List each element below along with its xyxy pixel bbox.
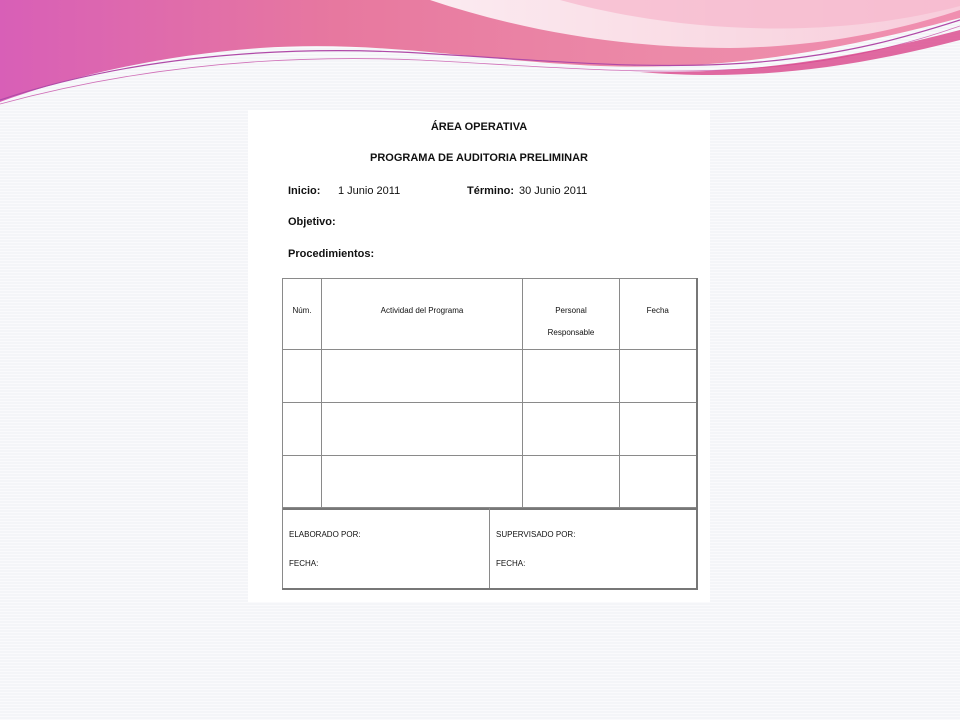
signature-table	[282, 507, 698, 590]
elaborado-cell[interactable]	[283, 508, 490, 590]
table-cell[interactable]	[523, 456, 620, 510]
area-title: ÁREA OPERATIVA	[430, 121, 528, 133]
termino-label: Término:	[467, 185, 515, 197]
header-actividad: Actividad del Programa	[322, 279, 523, 350]
table-cell[interactable]	[620, 350, 697, 403]
header-fecha: Fecha	[620, 279, 697, 350]
header-personal-line1: Personal	[555, 306, 587, 315]
table-row	[283, 456, 697, 510]
table-cell[interactable]	[523, 350, 620, 403]
table-header-row	[283, 279, 697, 350]
header-personal-line2: Responsable	[547, 328, 595, 337]
decorative-banner	[0, 0, 960, 120]
table-cell[interactable]	[322, 350, 523, 403]
table-cell[interactable]	[283, 456, 322, 510]
objetivo-label: Objetivo:	[288, 216, 336, 228]
elaborado-fecha-label: FECHA:	[289, 559, 319, 568]
table-cell[interactable]	[620, 456, 697, 510]
procedimientos-label: Procedimientos:	[288, 248, 375, 260]
supervisado-fecha-label: FECHA:	[496, 559, 526, 568]
program-title: PROGRAMA DE AUDITORIA PRELIMINAR	[370, 152, 588, 164]
inicio-value: 1 Junio 2011	[338, 185, 401, 197]
inicio-label: Inicio:	[288, 185, 321, 197]
program-table	[282, 278, 698, 510]
supervisado-label: SUPERVISADO POR:	[496, 530, 576, 539]
table-cell[interactable]	[322, 403, 523, 456]
elaborado-label: ELABORADO POR:	[289, 530, 361, 539]
table-cell[interactable]	[523, 403, 620, 456]
header-num: Núm.	[283, 279, 322, 350]
table-cell[interactable]	[620, 403, 697, 456]
table-cell[interactable]	[283, 403, 322, 456]
supervisado-cell[interactable]	[490, 508, 697, 590]
table-cell[interactable]	[283, 350, 322, 403]
table-row	[283, 350, 697, 403]
header-personal	[523, 279, 620, 350]
table-row	[283, 403, 697, 456]
termino-value: 30 Junio 2011	[519, 185, 588, 197]
table-cell[interactable]	[322, 456, 523, 510]
